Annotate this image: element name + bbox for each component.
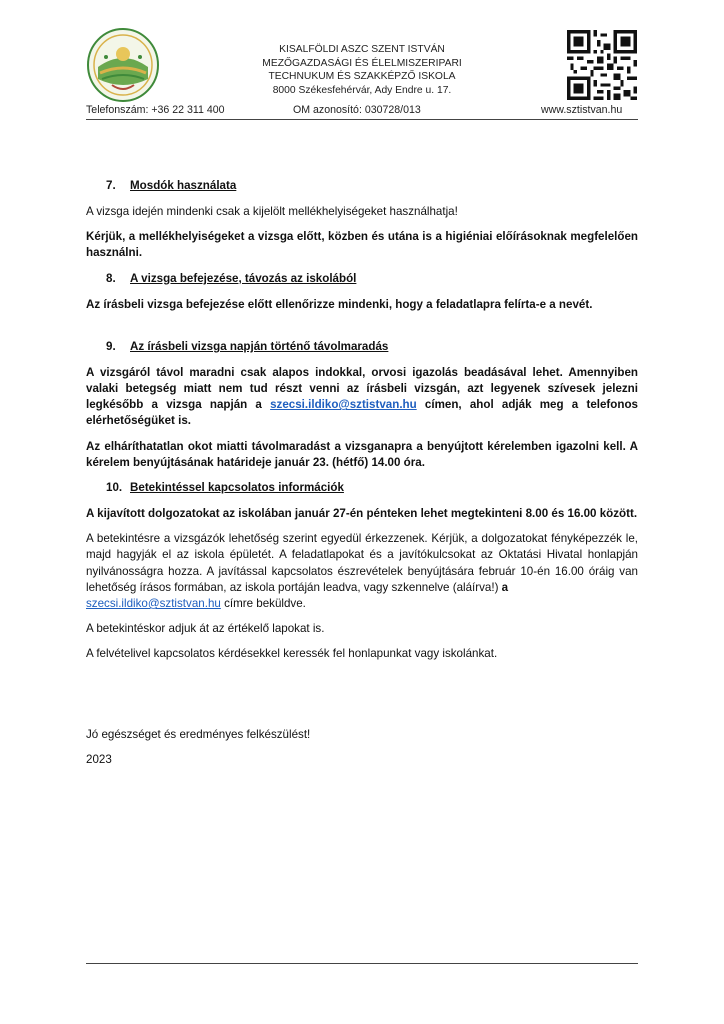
text-run: A betekintésre a vizsgázók lehetőség szerint egyedül érkezzenek. Kérjük, a dolgozatokat fényképezzék le, majd hagyják el az iskola épületét. A feladatlapokat és a javítókulcsokat az Oktatási Hivatal honlapján nyilvánosságra hozza. A javítással kapcsolatos észrevételek benyújtására február 10-én 16.00 óráig van lehetőség írásos formában, az iskola portáján leadva, vagy szkennelve (aláírva!)	[86, 532, 638, 594]
school-line-2: MEZŐGAZDASÁGI ÉS ÉLELMISZERIPARI	[262, 57, 462, 69]
email-link[interactable]: szecsi.ildiko@sztistvan.hu	[86, 597, 221, 611]
section-10-heading	[86, 480, 638, 496]
school-address: 8000 Székesfehérvár, Ady Endre u. 17.	[272, 84, 452, 96]
paragraph: Az elháríthatatlan okot miatti távolmaradást a vizsganapra a benyújtott kérelemben igazolni kell. A kérelem benyújtásának határideje január 23. (hétfő) 14.00 óra.	[86, 439, 638, 469]
section-9-heading	[86, 339, 638, 355]
qr-code-icon	[567, 30, 637, 100]
section-title: Mosdók használata	[130, 179, 237, 192]
closing-wish: Jó egészséget és eredményes felkészülést!	[86, 727, 311, 741]
section-number: 9.	[106, 339, 116, 353]
section-title: Az írásbeli vizsga napján történő távolmaradás	[130, 339, 389, 353]
section-number: 7.	[106, 179, 116, 192]
closing-year: 2023	[86, 752, 112, 766]
school-line-1: KISALFÖLDI ASZC SZENT ISTVÁN	[279, 44, 445, 55]
paragraph: A kijavított dolgozatokat az iskolában január 27-én pénteken lehet megtekinteni 8.00 és 16.00 között.	[86, 507, 638, 521]
text-run: címen, ahol adják meg a telefonos elérhetőségüket is.	[86, 398, 638, 428]
paragraph: Kérjük, a mellékhelyiségeket a vizsga előtt, közben és utána is a higiéniai előírásoknak megfelelően használni.	[86, 230, 638, 260]
section-number: 10.	[106, 481, 123, 495]
section-number: 8.	[106, 271, 116, 285]
footer-divider	[86, 963, 638, 964]
paragraph	[86, 365, 638, 430]
header-divider	[86, 119, 638, 120]
om-id: OM azonosító: 030728/013	[293, 104, 421, 116]
paragraph: Az írásbeli vizsga befejezése előtt ellenőrizze mindenki, hogy a feladatlapra felírta-e a nevét.	[86, 297, 593, 311]
school-line-3: TECHNUKUM ÉS SZAKKÉPZŐ ISKOLA	[268, 71, 456, 83]
school-emblem-icon	[86, 27, 160, 103]
email-link[interactable]: szecsi.ildiko@sztistvan.hu	[270, 398, 417, 412]
website-link[interactable]: www.sztistvan.hu	[541, 104, 623, 116]
section-title: A vizsga befejezése, távozás az iskolából	[130, 271, 357, 285]
phone-number: Telefonszám: +36 22 311 400	[86, 104, 225, 116]
section-title: Betekintéssel kapcsolatos információk	[130, 481, 344, 495]
paragraph: A felvételivel kapcsolatos kérdésekkel keressék fel honlapunkat vagy iskolánkat.	[86, 647, 498, 661]
section-8-heading	[86, 271, 638, 287]
document-body	[86, 178, 638, 777]
text-run: címre beküldve.	[220, 597, 306, 611]
paragraph: A vizsga idején mindenki csak a kijelölt mellékhelyiségeket használhatja!	[86, 205, 458, 218]
text-run: A vizsgáról távol maradni csak alapos indokkal, orvosi igazolás beadásával lehet. Amennyiben valaki betegség miatt nem tud részt venni az írásbeli vizsgán, azt legyenek szívesek jelezni legkésőbb a vizsga napján a	[86, 365, 638, 412]
school-name-block	[230, 43, 494, 97]
text-run: a	[501, 580, 509, 594]
section-7-heading	[86, 178, 638, 194]
paragraph	[86, 531, 638, 612]
paragraph: A betekintéskor adjuk át az értékelő lapokat is.	[86, 622, 325, 636]
